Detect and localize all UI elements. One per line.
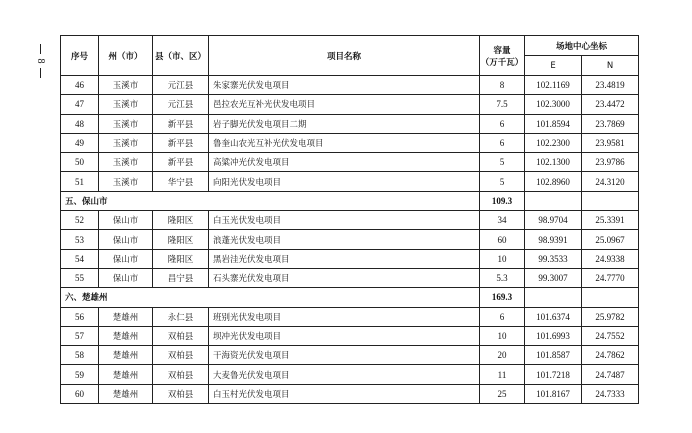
- row-coord-e: 101.6993: [525, 326, 582, 345]
- row-seq: 49: [61, 133, 99, 152]
- row-coord-n: 23.9581: [582, 133, 639, 152]
- row-capacity: 5: [480, 172, 525, 191]
- row-seq: 50: [61, 153, 99, 172]
- row-capacity: 10: [480, 326, 525, 345]
- row-county: 昌宁县: [153, 268, 209, 287]
- header-coord-n: N: [582, 56, 639, 76]
- row-prefecture: 玉溪市: [99, 114, 153, 133]
- section-title: 五、保山市: [61, 191, 480, 210]
- table-row: [61, 95, 639, 114]
- row-prefecture: 楚雄州: [99, 365, 153, 384]
- section-empty-cell: [525, 191, 582, 210]
- header-coord-e: E: [525, 56, 582, 76]
- row-seq: 54: [61, 249, 99, 268]
- header-project-name: 项目名称: [209, 36, 480, 76]
- header-capacity-line2: （万千瓦）: [480, 57, 524, 68]
- row-coord-n: 25.3391: [582, 211, 639, 230]
- row-capacity: 8: [480, 76, 525, 95]
- row-coord-n: 24.9338: [582, 249, 639, 268]
- row-county: 华宁县: [153, 172, 209, 191]
- row-capacity: 5.3: [480, 268, 525, 287]
- row-coord-n: 25.9782: [582, 307, 639, 326]
- row-capacity: 6: [480, 114, 525, 133]
- row-coord-n: 23.7869: [582, 114, 639, 133]
- row-county: 新平县: [153, 114, 209, 133]
- row-coord-n: 24.7552: [582, 326, 639, 345]
- row-capacity: 7.5: [480, 95, 525, 114]
- table-row: [61, 268, 639, 287]
- row-coord-n: 23.9786: [582, 153, 639, 172]
- row-prefecture: 楚雄州: [99, 384, 153, 403]
- row-project-name: 石头寨光伏发电项目: [209, 268, 480, 287]
- row-project-name: 邑拉农光互补光伏发电项目: [209, 95, 480, 114]
- row-prefecture: 保山市: [99, 268, 153, 287]
- section-empty-cell: [582, 288, 639, 307]
- row-capacity: 6: [480, 307, 525, 326]
- row-capacity: 10: [480, 249, 525, 268]
- row-coord-e: 101.8167: [525, 384, 582, 403]
- row-coord-e: 98.9391: [525, 230, 582, 249]
- table-body: [61, 76, 639, 404]
- table-row: [61, 384, 639, 403]
- row-project-name: 浪蓬光伏发电项目: [209, 230, 480, 249]
- row-seq: 52: [61, 211, 99, 230]
- row-prefecture: 楚雄州: [99, 326, 153, 345]
- page-number-dash-bottom: [40, 68, 41, 78]
- row-project-name: 干海资光伏发电项目: [209, 346, 480, 365]
- row-coord-n: 23.4819: [582, 76, 639, 95]
- table-row: [61, 172, 639, 191]
- row-capacity: 5: [480, 153, 525, 172]
- table-header: [61, 36, 639, 76]
- row-county: 双柏县: [153, 346, 209, 365]
- table-row: [61, 307, 639, 326]
- table-row: [61, 153, 639, 172]
- header-coord-title: 场地中心坐标: [525, 36, 639, 56]
- row-project-name: 坝冲光伏发电项目: [209, 326, 480, 345]
- row-seq: 48: [61, 114, 99, 133]
- row-coord-e: 101.6374: [525, 307, 582, 326]
- row-county: 元江县: [153, 76, 209, 95]
- row-county: 双柏县: [153, 365, 209, 384]
- header-prefecture: 州（市）: [99, 36, 153, 76]
- table-row: [61, 76, 639, 95]
- row-coord-n: 23.4472: [582, 95, 639, 114]
- header-county: 县（市、区）: [153, 36, 209, 76]
- row-prefecture: 楚雄州: [99, 307, 153, 326]
- row-prefecture: 玉溪市: [99, 76, 153, 95]
- row-coord-n: 24.7333: [582, 384, 639, 403]
- row-project-name: 白玉光伏发电项目: [209, 211, 480, 230]
- row-coord-n: 24.7862: [582, 346, 639, 365]
- row-capacity: 25: [480, 384, 525, 403]
- row-project-name: 大麦鲁光伏发电项目: [209, 365, 480, 384]
- table-row: [61, 346, 639, 365]
- row-prefecture: 保山市: [99, 249, 153, 268]
- row-seq: 59: [61, 365, 99, 384]
- row-coord-e: 102.8960: [525, 172, 582, 191]
- table-row: [61, 365, 639, 384]
- row-prefecture: 玉溪市: [99, 153, 153, 172]
- section-empty-cell: [582, 191, 639, 210]
- row-coord-e: 102.2300: [525, 133, 582, 152]
- header-capacity-line1: 容量: [493, 45, 511, 56]
- row-seq: 55: [61, 268, 99, 287]
- row-coord-e: 101.7218: [525, 365, 582, 384]
- row-seq: 57: [61, 326, 99, 345]
- row-project-name: 高粱冲光伏发电项目: [209, 153, 480, 172]
- row-county: 永仁县: [153, 307, 209, 326]
- row-prefecture: 玉溪市: [99, 172, 153, 191]
- row-county: 隆阳区: [153, 249, 209, 268]
- row-seq: 47: [61, 95, 99, 114]
- table-row: [61, 230, 639, 249]
- row-prefecture: 保山市: [99, 211, 153, 230]
- row-coord-e: 101.8587: [525, 346, 582, 365]
- header-capacity: [480, 36, 525, 76]
- row-project-name: 白玉村光伏发电项目: [209, 384, 480, 403]
- table-row: [61, 326, 639, 345]
- row-coord-e: 102.3000: [525, 95, 582, 114]
- row-county: 双柏县: [153, 326, 209, 345]
- row-seq: 56: [61, 307, 99, 326]
- row-coord-e: 101.8594: [525, 114, 582, 133]
- row-capacity: 6: [480, 133, 525, 152]
- row-coord-e: 102.1169: [525, 76, 582, 95]
- row-project-name: 岩子脚光伏发电项目二期: [209, 114, 480, 133]
- section-row: [61, 288, 639, 307]
- page-number-dash-top: [40, 44, 41, 54]
- row-coord-e: 99.3007: [525, 268, 582, 287]
- row-capacity: 34: [480, 211, 525, 230]
- section-empty-cell: [525, 288, 582, 307]
- row-project-name: 朱家寨光伏发电项目: [209, 76, 480, 95]
- header-seq: 序号: [61, 36, 99, 76]
- row-county: 新平县: [153, 153, 209, 172]
- row-project-name: 鲁奎山农光互补光伏发电项目: [209, 133, 480, 152]
- row-seq: 46: [61, 76, 99, 95]
- table-row: [61, 133, 639, 152]
- row-project-name: 班别光伏发电项目: [209, 307, 480, 326]
- row-project-name: 黑岩洼光伏发电项目: [209, 249, 480, 268]
- row-seq: 51: [61, 172, 99, 191]
- row-coord-n: 24.7487: [582, 365, 639, 384]
- row-coord-e: 102.1300: [525, 153, 582, 172]
- row-seq: 58: [61, 346, 99, 365]
- section-row: [61, 191, 639, 210]
- row-seq: 53: [61, 230, 99, 249]
- row-county: 新平县: [153, 133, 209, 152]
- row-coord-e: 99.3533: [525, 249, 582, 268]
- row-prefecture: 保山市: [99, 230, 153, 249]
- row-capacity: 60: [480, 230, 525, 249]
- row-coord-e: 98.9704: [525, 211, 582, 230]
- section-total: 169.3: [480, 288, 525, 307]
- page-number-text: 8: [35, 58, 46, 64]
- row-county: 元江县: [153, 95, 209, 114]
- row-project-name: 向阳光伏发电项目: [209, 172, 480, 191]
- row-coord-n: 25.0967: [582, 230, 639, 249]
- row-county: 双柏县: [153, 384, 209, 403]
- row-prefecture: 玉溪市: [99, 95, 153, 114]
- row-prefecture: 玉溪市: [99, 133, 153, 152]
- row-coord-n: 24.3120: [582, 172, 639, 191]
- table-row: [61, 211, 639, 230]
- row-capacity: 11: [480, 365, 525, 384]
- row-county: 隆阳区: [153, 230, 209, 249]
- section-total: 109.3: [480, 191, 525, 210]
- project-table: [60, 35, 639, 404]
- row-county: 隆阳区: [153, 211, 209, 230]
- row-coord-n: 24.7770: [582, 268, 639, 287]
- page-number: [33, 44, 47, 78]
- table-row: [61, 249, 639, 268]
- row-prefecture: 楚雄州: [99, 346, 153, 365]
- row-seq: 60: [61, 384, 99, 403]
- section-title: 六、楚雄州: [61, 288, 480, 307]
- row-capacity: 20: [480, 346, 525, 365]
- table-row: [61, 114, 639, 133]
